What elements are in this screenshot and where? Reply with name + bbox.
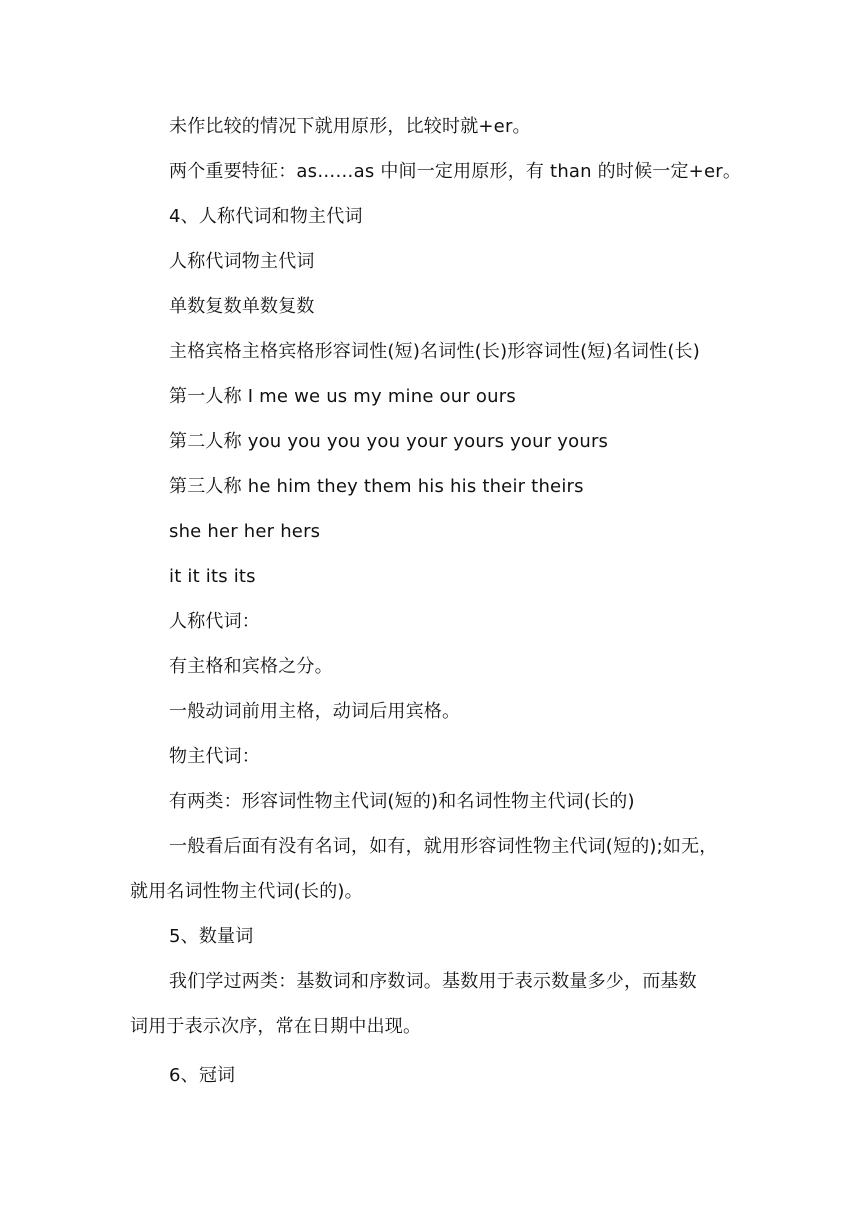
text-line: 两个重要特征：as……as 中间一定用原形，有 than 的时候一定+er。 [169,161,742,182]
text-line: 一般看后面有没有名词，如有，就用形容词性物主代词(短的);如无， [169,836,718,857]
text-line: 有主格和宾格之分。 [169,656,333,677]
text-line: 就用名词性物主代词(长的)。 [130,881,363,902]
text-line: 词用于表示次序，常在日期中出现。 [130,1016,422,1037]
text-line: 我们学过两类：基数词和序数词。基数用于表示数量多少，而基数 [169,971,697,992]
text-line: 有两类：形容词性物主代词(短的)和名词性物主代词(长的) [169,791,635,812]
text-line: 第一人称 I me we us my mine our ours [169,386,516,407]
text-line: 未作比较的情况下就用原形，比较时就+er。 [169,116,531,137]
text-line: it it its its [169,566,256,587]
text-line: 一般动词前用主格，动词后用宾格。 [169,701,461,722]
section-heading: 6、冠词 [169,1065,236,1086]
text-line: 第二人称 you you you you your yours your yours [169,431,609,452]
text-line: 人称代词： [169,611,260,632]
section-heading: 4、人称代词和物主代词 [169,206,363,227]
text-line: 主格宾格主格宾格形容词性(短)名词性(长)形容词性(短)名词性(长) [169,341,700,362]
text-line: 人称代词物主代词 [169,251,315,272]
text-line: she her her hers [169,521,321,542]
text-line: 物主代词： [169,746,260,767]
text-line: 单数复数单数复数 [169,296,315,317]
section-heading: 5、数量词 [169,926,254,947]
text-line: 第三人称 he him they them his his their theirs [169,476,584,497]
